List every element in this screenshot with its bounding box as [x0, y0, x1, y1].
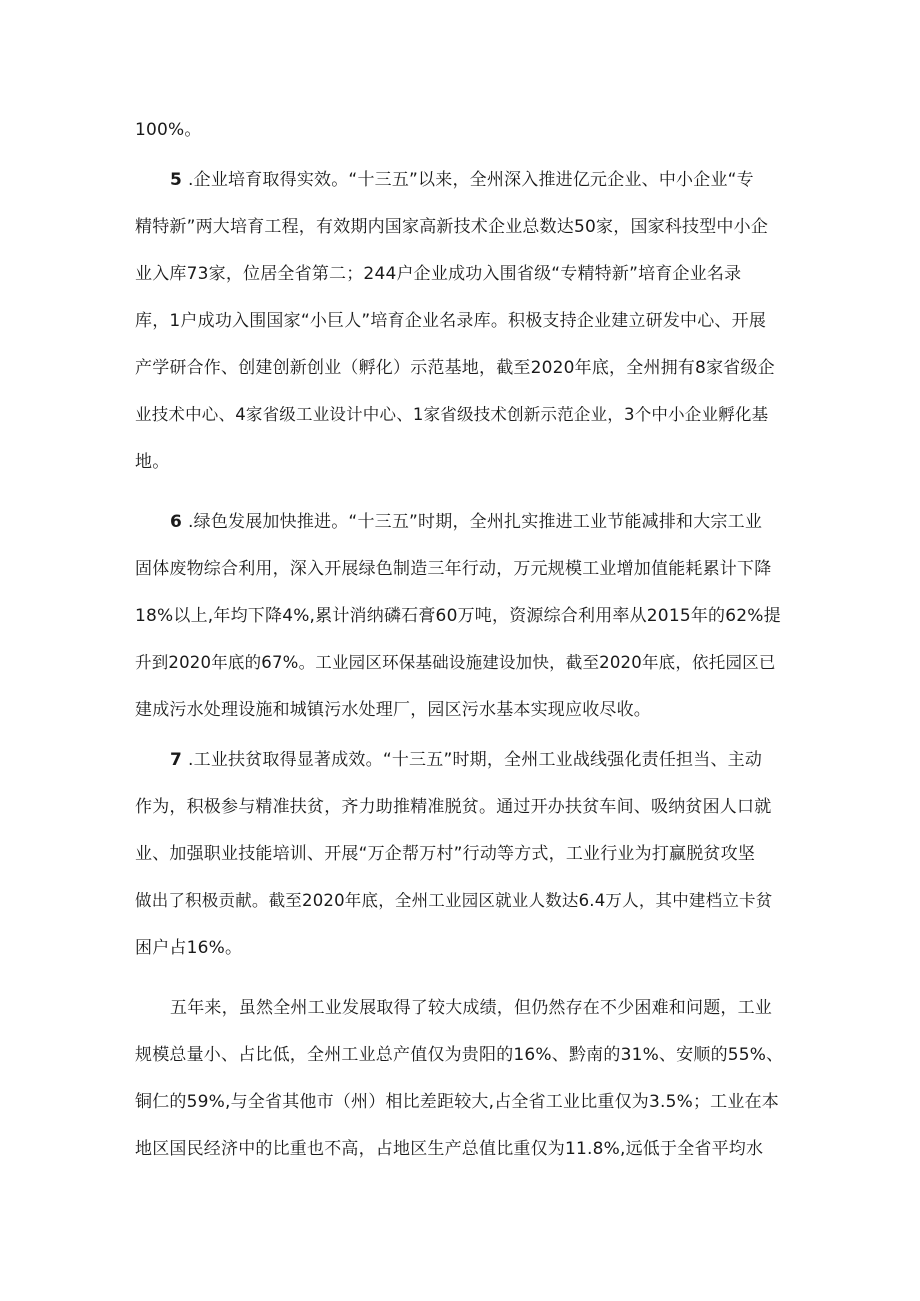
section-7-line-3: 业、加强职业技能培训、开展“万企帮万村”行动等方式，工业行业为打赢脱贫攻坚	[135, 844, 756, 864]
section-7-line-2: 作为，积极参与精准扶贫，齐力助推精准脱贫。通过开办扶贫车间、吸纳贫困人口就	[135, 797, 772, 817]
section-5-line-3: 业入库73家，位居全省第二；244户企业成功入围省级“专精特新”培育企业名录	[135, 264, 742, 284]
section-5-line-5: 产学研合作、创建创新创业（孵化）示范基地，截至2020年底，全州拥有8家省级企	[135, 358, 775, 378]
section-7-number: 7	[170, 750, 183, 770]
closing-line-2: 规模总量小、占比低，全州工业总产值仅为贵阳的16%、黔南的31%、安顺的55%、	[135, 1045, 784, 1065]
section-5-line-4: 库，1户成功入围国家“小巨人”培育企业名录库。积极支持企业建立研发中心、开展	[135, 311, 767, 331]
section-5-line-2: 精特新”两大培育工程，有效期内国家高新技术企业总数达50家，国家科技型中小企	[135, 217, 769, 237]
section-6-line-2: 固体废物综合利用，深入开展绿色制造三年行动，万元规模工业增加值能耗累计下降	[135, 559, 772, 579]
section-6-line-5: 建成污水处理设施和城镇污水处理厂，园区污水基本实现应收尽收。	[135, 700, 651, 720]
section-6-line-3: 18%以上,年均下降4%,累计消纳磷石膏60万吨，资源综合利用率从2015年的62%提	[135, 606, 781, 626]
opening-line: 100%。	[135, 120, 202, 140]
section-7-line-4: 做出了积极贡献。截至2020年底，全州工业园区就业人数达6.4万人，其中建档立卡贫	[135, 891, 773, 910]
section-6-line-4: 升到2020年底的67%。工业园区环保基础设施建设加快，截至2020年底，依托园区已	[135, 653, 776, 672]
section-5-line-6: 业技术中心、4家省级工业设计中心、1家省级技术创新示范企业，3个中小企业孵化基	[135, 405, 769, 424]
section-6-line-1: 6 .绿色发展加快推进。“十三五”时期，全州扎实推进工业节能减排和大宗工业	[170, 507, 785, 537]
section-7-line-5: 困户占16%。	[135, 938, 243, 958]
section-5-line-1: 5 .企业培育取得实效。“十三五”以来，全州深入推进亿元企业、中小企业“专	[170, 165, 785, 195]
section-6-number: 6	[170, 512, 183, 532]
closing-line-4: 地区国民经济中的比重也不高，占地区生产总值比重仅为11.8%,远低于全省平均水	[135, 1139, 764, 1159]
section-5-line-7: 地。	[135, 452, 170, 472]
closing-line-3: 铜仁的59%,与全省其他市（州）相比差距较大,占全省工业比重仅为3.5%；工业在本	[135, 1092, 779, 1112]
section-7-line-1: 7 .工业扶贫取得显著成效。“十三五”时期，全州工业战线强化责任担当、主动	[170, 745, 785, 775]
closing-line-1: 五年来，虽然全州工业发展取得了较大成绩，但仍然存在不少困难和问题，工业	[170, 998, 772, 1018]
section-5-number: 5	[170, 170, 183, 190]
